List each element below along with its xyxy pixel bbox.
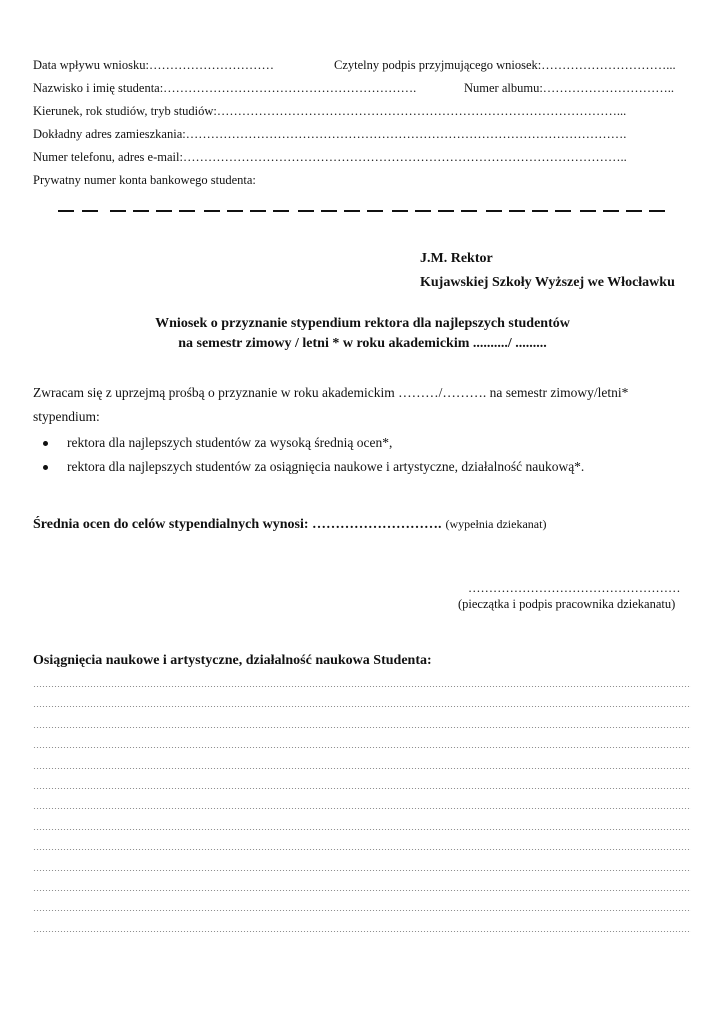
achievements-heading: Osiągnięcia naukowe i artystyczne, działalność naukowa Studenta: xyxy=(33,653,432,668)
phone-email-field[interactable]: Numer telefonu, adres e-mail:…………………………………………………………………………………………….. xyxy=(33,150,627,164)
achievement-line[interactable] xyxy=(33,890,691,891)
achievement-line[interactable] xyxy=(33,727,691,728)
average-grade-row xyxy=(33,515,546,533)
addressee-institution: Kujawskiej Szkoły Wyższej we Włocławku xyxy=(420,275,675,290)
scholarship-option-average[interactable] xyxy=(33,433,584,457)
option-label: rektora dla najlepszych studentów za wysoką średnią ocen*, xyxy=(67,435,393,450)
bullet-icon xyxy=(43,465,48,470)
achievement-line[interactable] xyxy=(33,829,691,830)
document-title-line2: na semestr zimowy / letni * w roku akademickim ........../ ......... xyxy=(178,336,547,351)
achievement-line[interactable] xyxy=(33,910,691,911)
bank-account-input[interactable] xyxy=(58,203,668,217)
request-text-cont: stypendium: xyxy=(33,409,100,424)
request-text: Zwracam się z uprzejmą prośbą o przyznanie w roku akademickim ………/………. na semestr zimowy/letni* xyxy=(33,385,629,400)
stamp-signature-line[interactable]: …………………………………………… xyxy=(468,581,681,595)
achievement-line[interactable] xyxy=(33,931,691,932)
bullet-icon xyxy=(43,441,48,446)
achievement-line[interactable] xyxy=(33,870,691,871)
average-grade-field[interactable]: Średnia ocen do celów stypendialnych wynosi: ………………………. xyxy=(33,517,442,532)
address-field[interactable]: Dokładny adres zamieszkania:……………………………………………………………………………………………. xyxy=(33,127,627,141)
achievement-line[interactable] xyxy=(33,768,691,769)
document-title-line1: Wniosek o przyznanie stypendium rektora dla najlepszych studentów xyxy=(155,316,570,331)
stamp-caption: (pieczątka i podpis pracownika dziekanatu) xyxy=(458,597,676,611)
achievement-line[interactable] xyxy=(33,808,691,809)
achievement-line[interactable] xyxy=(33,788,691,789)
average-grade-note: (wypełnia dziekanat) xyxy=(445,517,547,531)
scholarship-option-achievements[interactable] xyxy=(33,457,584,481)
achievement-line[interactable] xyxy=(33,686,691,687)
study-field-field[interactable]: Kierunek, rok studiów, tryb studiów:……………………………………………………………………………………... xyxy=(33,104,627,118)
addressee-title: J.M. Rektor xyxy=(420,251,493,266)
student-name-field[interactable]: Nazwisko i imię studenta:……………………………………………………. xyxy=(33,81,417,95)
scholarship-type-list xyxy=(33,433,584,481)
album-number-field[interactable]: Numer albumu:………………………….. xyxy=(464,81,675,95)
receiver-signature-field[interactable]: Czytelny podpis przyjmującego wniosek:…………………………... xyxy=(334,58,676,72)
achievement-line[interactable] xyxy=(33,747,691,748)
bank-account-label: Prywatny numer konta bankowego studenta: xyxy=(33,173,256,187)
option-label: rektora dla najlepszych studentów za osiągnięcia naukowe i artystyczne, działalność naukową*. xyxy=(67,459,585,474)
date-received-field[interactable]: Data wpływu wniosku:………………………… xyxy=(33,58,274,72)
achievement-line[interactable] xyxy=(33,706,691,707)
achievement-line[interactable] xyxy=(33,849,691,850)
